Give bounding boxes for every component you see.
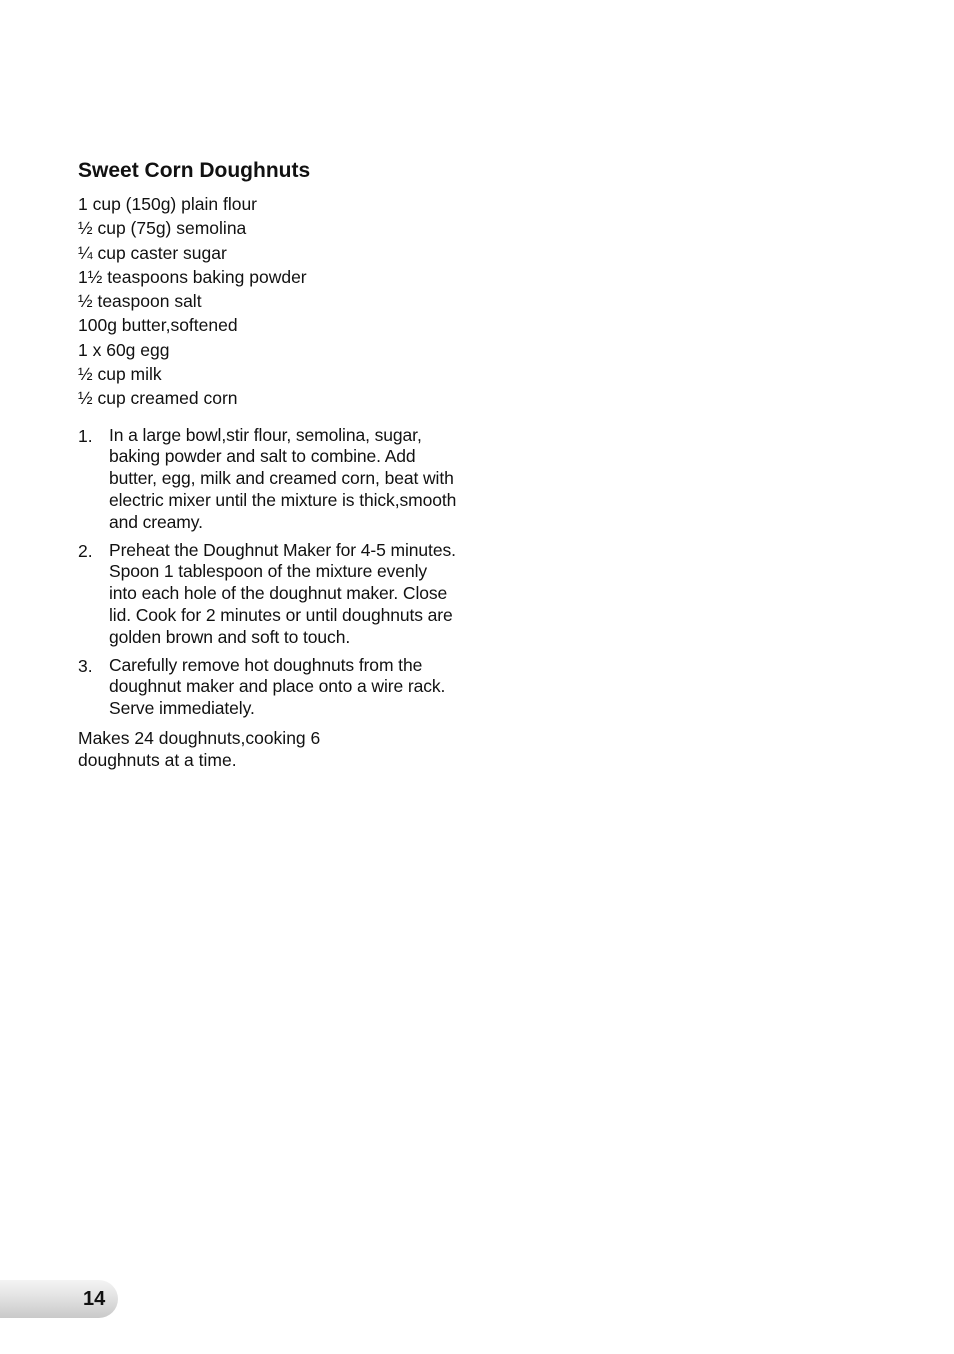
ingredient-item: ½ teaspoon salt: [78, 291, 202, 312]
recipe-title: Sweet Corn Doughnuts: [78, 159, 311, 182]
ingredient-item: 1 cup (150g) plain flour: [78, 194, 257, 214]
step-number: 1.: [78, 425, 93, 446]
method-steps: [78, 425, 458, 720]
ingredient-item: 100g butter,softened: [78, 315, 238, 336]
ingredient-list: [78, 192, 458, 411]
step-text: Preheat the Doughnut Maker for 4-5 minutes. Spoon 1 tablespoon of the mixture evenly into each hole of the doughnut maker. Close lid. Cook for 2 minutes or until doughnuts are golden brown and soft to touch.: [109, 539, 456, 647]
ingredient-item: ½ cup (75g) semolina: [78, 218, 247, 239]
ingredient-item: 1 x 60g egg: [78, 339, 170, 360]
recipe: [78, 156, 458, 772]
ingredient-item: ½ cup creamed corn: [78, 388, 238, 409]
step-text: In a large bowl,stir flour, semolina, sugar, baking powder and salt to combine. Add butter, egg, milk and creamed corn, beat with electric mixer until the mixture is thick,smooth and creamy.: [109, 424, 457, 532]
method-step: [78, 540, 458, 649]
page-number: 14: [83, 1288, 106, 1310]
method-step: [78, 655, 458, 720]
ingredient-item: ½ cup milk: [78, 364, 162, 385]
step-number: 2.: [78, 540, 93, 561]
recipe-yield: Makes 24 doughnuts,cooking 6 doughnuts at a time.: [78, 728, 321, 770]
ingredient-item: ¼ cup caster sugar: [78, 242, 227, 263]
step-number: 3.: [78, 655, 93, 676]
step-text: Carefully remove hot doughnuts from the doughnut maker and place onto a wire rack. Serve immediately.: [109, 654, 446, 719]
method-step: [78, 425, 458, 534]
ingredient-item: 1½ teaspoons baking powder: [78, 266, 307, 287]
